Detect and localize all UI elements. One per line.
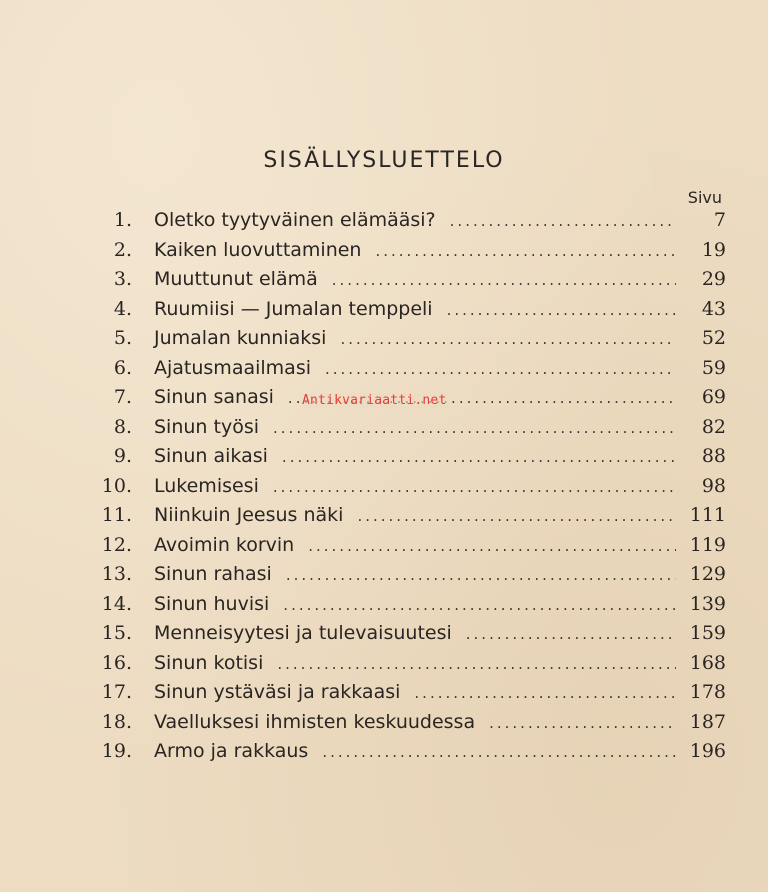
toc-entry-number: 11. [101, 504, 132, 526]
dot-leader [273, 419, 676, 437]
toc-entry-page: 111 [689, 504, 726, 526]
dot-leader [277, 655, 676, 673]
toc-entry-title: Muuttunut elämä [154, 268, 318, 290]
dot-leader [283, 596, 676, 614]
toc-entry-page: 139 [689, 592, 726, 615]
toc-entry [96, 681, 726, 711]
toc-entry-number: 10. [101, 474, 132, 497]
dot-leader [450, 212, 676, 230]
toc-entry-page: 187 [689, 710, 726, 733]
toc-entry-number: 18. [101, 710, 132, 733]
toc-entry [96, 563, 726, 593]
table-of-contents [96, 209, 726, 770]
dot-leader [325, 360, 676, 378]
toc-entry [96, 209, 726, 239]
toc-entry-number: 8. [113, 415, 132, 438]
dot-leader [340, 330, 676, 348]
toc-entry-number: 4. [113, 297, 132, 320]
toc-entry-title: Vaelluksesi ihmisten keskuudessa [154, 710, 476, 733]
toc-entry-title: Ajatusmaailmasi [154, 356, 311, 379]
toc-entry-page: 82 [701, 415, 726, 438]
dot-leader [282, 448, 676, 466]
toc-entry [96, 504, 726, 534]
toc-entry-number: 15. [101, 622, 132, 644]
toc-entry-title: Ruumiisi — Jumalan temppeli [154, 297, 433, 320]
toc-entry-title: Jumalan kunniaksi [154, 327, 327, 349]
dot-leader [447, 301, 676, 319]
toc-entry-number: 17. [101, 681, 132, 703]
toc-entry-number: 2. [113, 238, 132, 261]
dot-leader [308, 537, 676, 555]
toc-entry-page: 59 [701, 356, 726, 379]
toc-entry-page: 52 [701, 327, 726, 349]
toc-entry-page: 88 [701, 445, 726, 467]
dot-leader [286, 566, 676, 584]
toc-entry [96, 652, 726, 682]
toc-entry-page: 19 [701, 238, 726, 261]
dot-leader [332, 271, 676, 289]
dot-leader [466, 625, 676, 643]
toc-entry-number: 5. [113, 327, 132, 349]
toc-entry-title: Sinun ystäväsi ja rakkaasi [154, 681, 401, 703]
dot-leader [489, 714, 676, 732]
toc-entry [96, 268, 726, 298]
toc-entry [96, 298, 726, 328]
toc-entry-page: 98 [701, 474, 726, 497]
toc-entry-number: 14. [101, 592, 132, 615]
page-column-label: Sivu [687, 188, 722, 207]
toc-entry-title: Sinun aikasi [154, 445, 268, 467]
toc-entry-title: Sinun rahasi [154, 563, 272, 585]
toc-entry-page: 29 [701, 268, 726, 290]
toc-entry-title: Kaiken luovuttaminen [154, 238, 362, 261]
dot-leader [414, 684, 676, 702]
dot-leader [357, 507, 676, 525]
toc-entry-title: Menneisyytesi ja tulevaisuutesi [154, 622, 452, 644]
toc-entry-title: Lukemisesi [154, 474, 259, 497]
toc-entry-title: Sinun työsi [154, 415, 260, 438]
toc-entry-number: 9. [113, 445, 132, 467]
toc-entry-number: 12. [101, 533, 132, 556]
toc-entry-page: 178 [689, 681, 726, 703]
toc-entry [96, 711, 726, 741]
toc-entry [96, 534, 726, 564]
toc-entry-page: 69 [701, 386, 726, 408]
toc-entry-number: 7. [113, 386, 132, 408]
toc-entry-title: Sinun sanasi [154, 386, 274, 408]
toc-entry-page: 7 [713, 209, 726, 231]
toc-entry [96, 357, 726, 387]
toc-entry-number: 13. [101, 563, 132, 585]
watermark-text: Antikvariaatti.net [302, 393, 447, 408]
toc-entry-number: 19. [101, 740, 132, 762]
toc-entry-number: 16. [101, 651, 132, 674]
toc-entry-title: Sinun huvisi [154, 592, 270, 615]
toc-entry-number: 3. [113, 268, 132, 290]
page-title: SISÄLLYSLUETTELO [263, 148, 505, 173]
toc-entry [96, 327, 726, 357]
toc-entry-page: 196 [689, 740, 726, 762]
toc-entry-title: Niinkuin Jeesus näki [154, 504, 344, 526]
dot-leader [375, 242, 676, 260]
toc-entry [96, 416, 726, 446]
toc-entry-page: 159 [689, 622, 726, 644]
toc-entry-title: Avoimin korvin [154, 533, 295, 556]
toc-entry-page: 43 [701, 297, 726, 320]
toc-entry-page: 119 [689, 533, 726, 556]
toc-entry [96, 593, 726, 623]
toc-entry-number: 1. [113, 209, 132, 231]
toc-entry [96, 475, 726, 505]
toc-entry [96, 445, 726, 475]
toc-entry-page: 168 [689, 651, 726, 674]
toc-entry-title: Oletko tyytyväinen elämääsi? [154, 209, 436, 231]
dot-leader [322, 743, 676, 761]
toc-entry [96, 740, 726, 770]
dot-leader [273, 478, 676, 496]
toc-entry [96, 239, 726, 269]
toc-entry-title: Armo ja rakkaus [154, 740, 309, 762]
toc-entry [96, 622, 726, 652]
toc-entry-title: Sinun kotisi [154, 651, 264, 674]
toc-entry-number: 6. [113, 356, 132, 379]
toc-entry-page: 129 [689, 563, 726, 585]
